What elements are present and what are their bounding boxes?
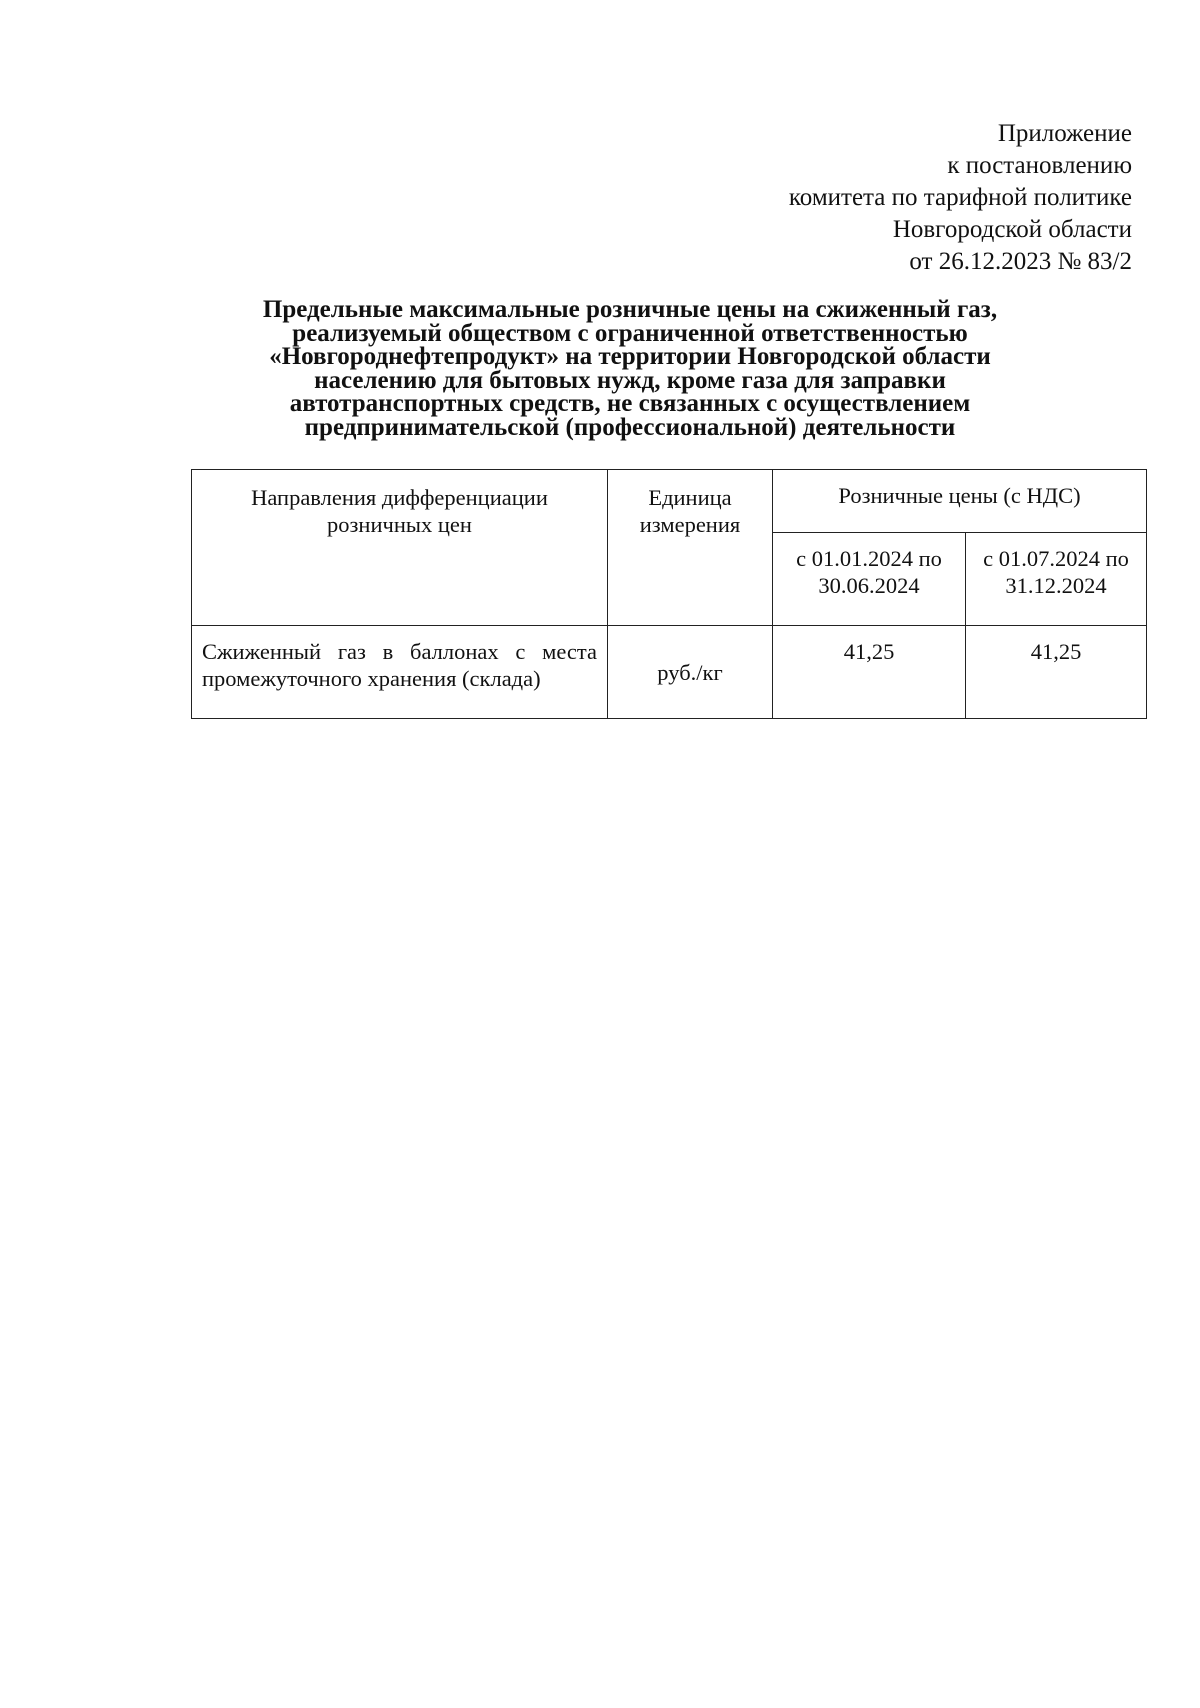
header-unit-line: измерения <box>639 512 741 537</box>
title-line: автотранспортных средств, не связанных с осуществлением <box>289 390 971 417</box>
header-prices: Розничные цены (с НДС) <box>773 470 1147 533</box>
header-period-1-line: с 01.01.2024 по <box>796 546 942 571</box>
header-unit-line: Единица <box>648 485 732 510</box>
row-name-line: Сжиженный газ в баллонах с места <box>202 639 597 664</box>
title-line: населению для бытовых нужд, кроме газа для заправки <box>314 366 946 394</box>
title-line: реализуемый обществом с ограниченной ответственностью <box>292 319 968 347</box>
appendix-line: Новгородской области <box>892 216 1132 243</box>
price-table <box>191 469 1147 719</box>
header-period-2-line: 31.12.2024 <box>1005 573 1107 598</box>
header-period-1-line: 30.06.2024 <box>818 573 920 598</box>
appendix-line: комитета по тарифной политике <box>788 184 1132 211</box>
appendix-line: Приложение <box>997 120 1132 147</box>
row-unit: руб./кг <box>608 626 773 719</box>
row-name-line: промежуточного хранения (склада) <box>202 666 541 691</box>
title-line: предпринимательской (профессиональной) деятельности <box>304 413 956 441</box>
document-title <box>190 298 1070 439</box>
appendix-line: от 26.12.2023 № 83/2 <box>909 248 1132 275</box>
row-price-period-2: 41,25 <box>966 626 1147 719</box>
header-period-1 <box>773 533 966 626</box>
header-direction-line: Направления дифференциации <box>251 485 548 510</box>
appendix-header <box>789 118 1132 278</box>
appendix-line: к постановлению <box>947 152 1132 179</box>
row-price-period-1: 41,25 <box>773 626 966 719</box>
table-row <box>192 626 1147 719</box>
header-direction <box>192 470 608 626</box>
header-period-2 <box>966 533 1147 626</box>
title-line: Предельные максимальные розничные цены на сжиженный газ, <box>262 296 998 323</box>
row-name <box>192 626 608 719</box>
header-period-2-line: с 01.07.2024 по <box>983 546 1129 571</box>
header-direction-line: розничных цен <box>327 512 472 537</box>
header-unit <box>608 470 773 626</box>
table-header-row <box>192 470 1147 533</box>
title-line: «Новгороднефтепродукт» на территории Новгородской области <box>269 343 991 370</box>
